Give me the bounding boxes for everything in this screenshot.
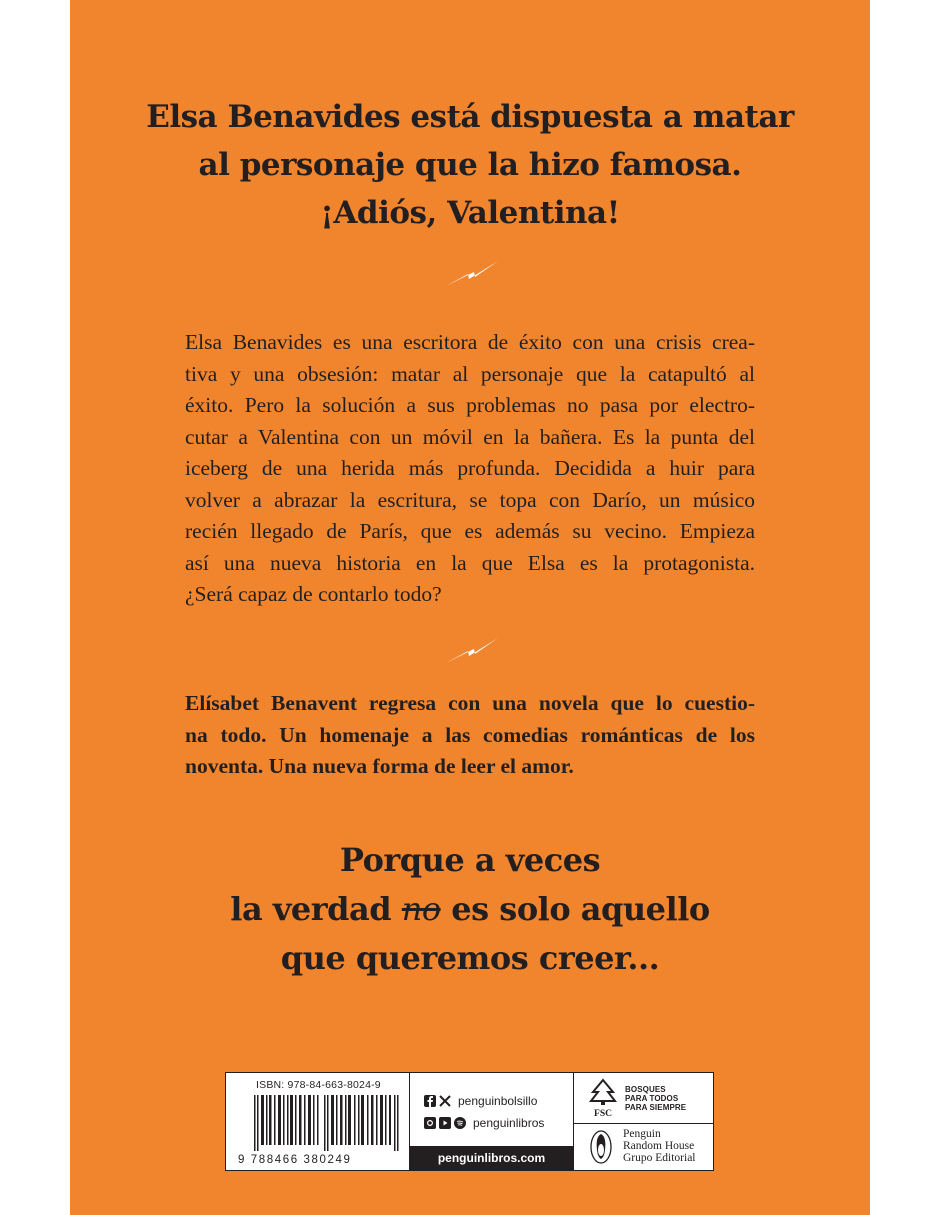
synopsis-line: ¿Será capaz de contarlo todo? (185, 582, 442, 606)
blurb-line: noventa. Una nueva forma de leer el amor. (185, 754, 574, 778)
social-row-2 (424, 1116, 544, 1130)
synopsis-line: volver a abrazar la escritura, se topa con Darío, un músico (185, 487, 755, 512)
headline-line-1: Elsa Benavides está dispuesta a matar (146, 99, 794, 135)
website-link[interactable]: penguinlibros.com (410, 1146, 573, 1170)
lightning-bolt-icon (444, 259, 500, 289)
fsc-label: FSC (594, 1109, 612, 1118)
tagline-line-3: que queremos creer... (280, 939, 660, 977)
synopsis-line: iceberg de una herida más profunda. Decidida a huir para (185, 456, 755, 480)
tagline-line-1: Porque a veces (339, 841, 601, 879)
youtube-icon[interactable] (439, 1117, 451, 1129)
handle-penguinlibros[interactable]: penguinlibros (473, 1116, 545, 1130)
spotify-icon[interactable] (454, 1117, 466, 1129)
fsc-line-1: BOSQUES (625, 1085, 666, 1094)
barcode-icon (254, 1095, 399, 1151)
tagline-post: es solo aquello (440, 890, 710, 928)
synopsis-line: cutar a Valentina con un móvil en la bañera. Es la punta del (185, 424, 755, 449)
blurb-line: Elísabet Benavent regresa con una novela que lo cuestio- (185, 691, 755, 715)
barcode-block (226, 1073, 410, 1170)
author-blurb (185, 688, 755, 783)
penguin-logo-icon (590, 1130, 612, 1164)
tagline-pre: la verdad (230, 890, 402, 928)
publisher-block (574, 1124, 713, 1170)
fsc-line-3: PARA SIEMPRE (625, 1103, 687, 1112)
synopsis (185, 327, 755, 611)
lightning-bolt-icon (444, 636, 500, 666)
blurb-line: na todo. Un homenaje a las comedias románticas de los (185, 722, 755, 747)
headline-line-2: al personaje que la hizo famosa. (198, 147, 742, 183)
fsc-block (574, 1073, 713, 1124)
handle-penguinbolsillo[interactable]: penguinbolsillo (458, 1094, 538, 1108)
publisher-line-3: Grupo Editorial (623, 1152, 696, 1164)
publisher-line-2: Random House (623, 1140, 695, 1152)
publisher-name (623, 1128, 696, 1164)
headline (70, 93, 870, 237)
tagline (70, 836, 870, 983)
struck-word: no (401, 890, 441, 928)
synopsis-line: éxito. Pero la solución a sus problemas no pasa por electro- (185, 393, 755, 417)
info-box (225, 1072, 714, 1171)
synopsis-line: así una nueva historia en la que Elsa es la protagonista. (185, 550, 755, 575)
headline-line-3: ¡Adiós, Valentina! (320, 195, 620, 231)
synopsis-line: tiva y una obsesión: matar al personaje que la catapultó al (185, 361, 755, 386)
social-row-1 (424, 1094, 537, 1108)
fsc-tree-icon (588, 1078, 618, 1118)
isbn-label: ISBN: 978-84-663-8024-9 (256, 1079, 381, 1091)
fsc-line-2: PARA TODOS (625, 1094, 679, 1103)
x-icon[interactable] (439, 1095, 451, 1107)
facebook-icon[interactable] (424, 1095, 436, 1107)
tagline-line-2 (70, 885, 870, 934)
social-block (410, 1073, 574, 1170)
fsc-slogan (625, 1085, 686, 1112)
synopsis-line: Elsa Benavides es una escritora de éxito con una crisis crea- (185, 330, 755, 354)
instagram-icon[interactable] (424, 1117, 436, 1129)
publisher-line-1: Penguin (623, 1128, 661, 1140)
barcode-digits: 9 788466 380249 (238, 1154, 352, 1166)
back-cover (70, 0, 870, 1215)
synopsis-line: recién llegado de París, que es además su vecino. Empieza (185, 519, 755, 543)
